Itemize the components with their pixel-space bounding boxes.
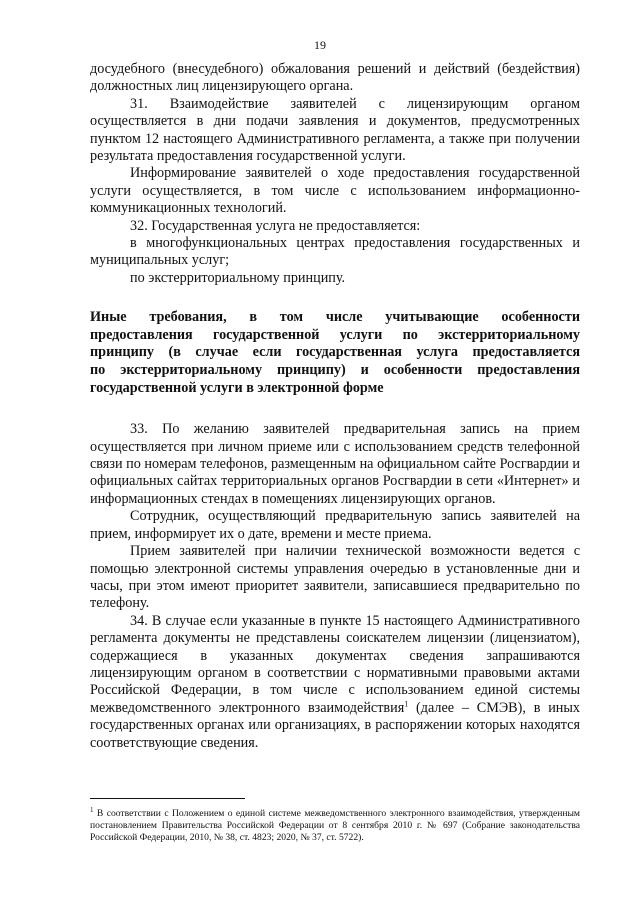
paragraph-continuation: досудебного (внесудебного) обжалования решений и действий (бездействия) должностных лиц лицензирующего органа. — [90, 61, 580, 95]
paragraph-32: 32. Государственная услуга не предоставляется: — [130, 217, 421, 234]
paragraph-33: 33. По желанию заявителей предварительная запись на прием осуществляется при личном приеме или с использованием средств телефонной связи по номерам телефонов, размещенным на официальном сайте Росгвардии и официальных сайтах территориальных органов Росгвардии в сети «Интернет» и информационных стендах в помещениях лицензирующих органов. — [90, 421, 580, 507]
paragraph-33-employee: Сотрудник, осуществляющий предварительную запись заявителей на прием, информирует их о дате, времени и месте приема. — [90, 508, 580, 542]
footnote-divider — [90, 798, 245, 799]
paragraph-32-item-mfc: в многофункциональных центрах предоставления государственных и муниципальных услуг; — [90, 235, 580, 269]
section-heading — [90, 309, 580, 397]
section-heading-line: по экстерриториальному принципу) и особенности предоставления — [90, 362, 580, 379]
document-body — [90, 61, 580, 752]
section-heading-line: принципу (в случае если государственная услуга предоставляется — [90, 344, 580, 361]
footnote-mark: 1 — [90, 805, 94, 814]
paragraph-34-text: 34. В случае если указанные в пункте 15 настоящего Административного регламента документы не представлены соискателем лицензии (лицензиатом), содержащиеся в указанных документах сведения запрашиваются лицензирующим органом в соответствии с нормативными правовыми актами Российской Федерации, в том числе с использованием единой системы межведомственного электронного взаимодействия — [90, 612, 580, 716]
footnote — [90, 805, 580, 845]
section-heading-line: государственной услуги в электронной форме — [90, 379, 384, 396]
paragraph-34-text-end: (далее – СМЭВ), в иных государственных органах или организациях, в распоряжении которых находятся соответствующие сведения. — [90, 699, 580, 751]
paragraph-31: 31. Взаимодействие заявителей с лицензирующим органом осуществляется в дни подачи заявления и документов, предусмотренных пунктом 12 настоящего Административного регламента, а также при получении результата предоставления государственной услуги. — [90, 95, 580, 165]
paragraph-32-item-extraterritorial: по экстерриториальному принципу. — [130, 269, 346, 286]
section-heading-line: Иные требования, в том числе учитывающие особенности — [90, 309, 580, 326]
page-number: 19 — [314, 38, 326, 52]
paragraph-34 — [90, 613, 580, 752]
footnote-text: В соответствии с Положением о единой системе межведомственного электронного взаимодействия, утвержденным постановлением Правительства Российской Федерации от 8 сентября 2010 г. № 697 (Собрание законодательства Российской Федерации, 2010, № 38, ст. 4823; 2020, № 37, ст. 5722). — [90, 808, 580, 844]
paragraph-31-informing: Информирование заявителей о ходе предоставления государственной услуги осуществляется, в том числе с использованием информационно-коммуникационных технологий. — [90, 165, 580, 217]
section-heading-line: предоставления государственной услуги по экстерриториальному — [90, 326, 580, 343]
paragraph-33-queue: Прием заявителей при наличии технической возможности ведется с помощью электронной системы управления очередью в установленные дни и часы, при этом имеют приоритет заявители, записавшиеся предварительно по телефону. — [90, 543, 580, 612]
footnote-reference[interactable]: 1 — [404, 699, 409, 709]
